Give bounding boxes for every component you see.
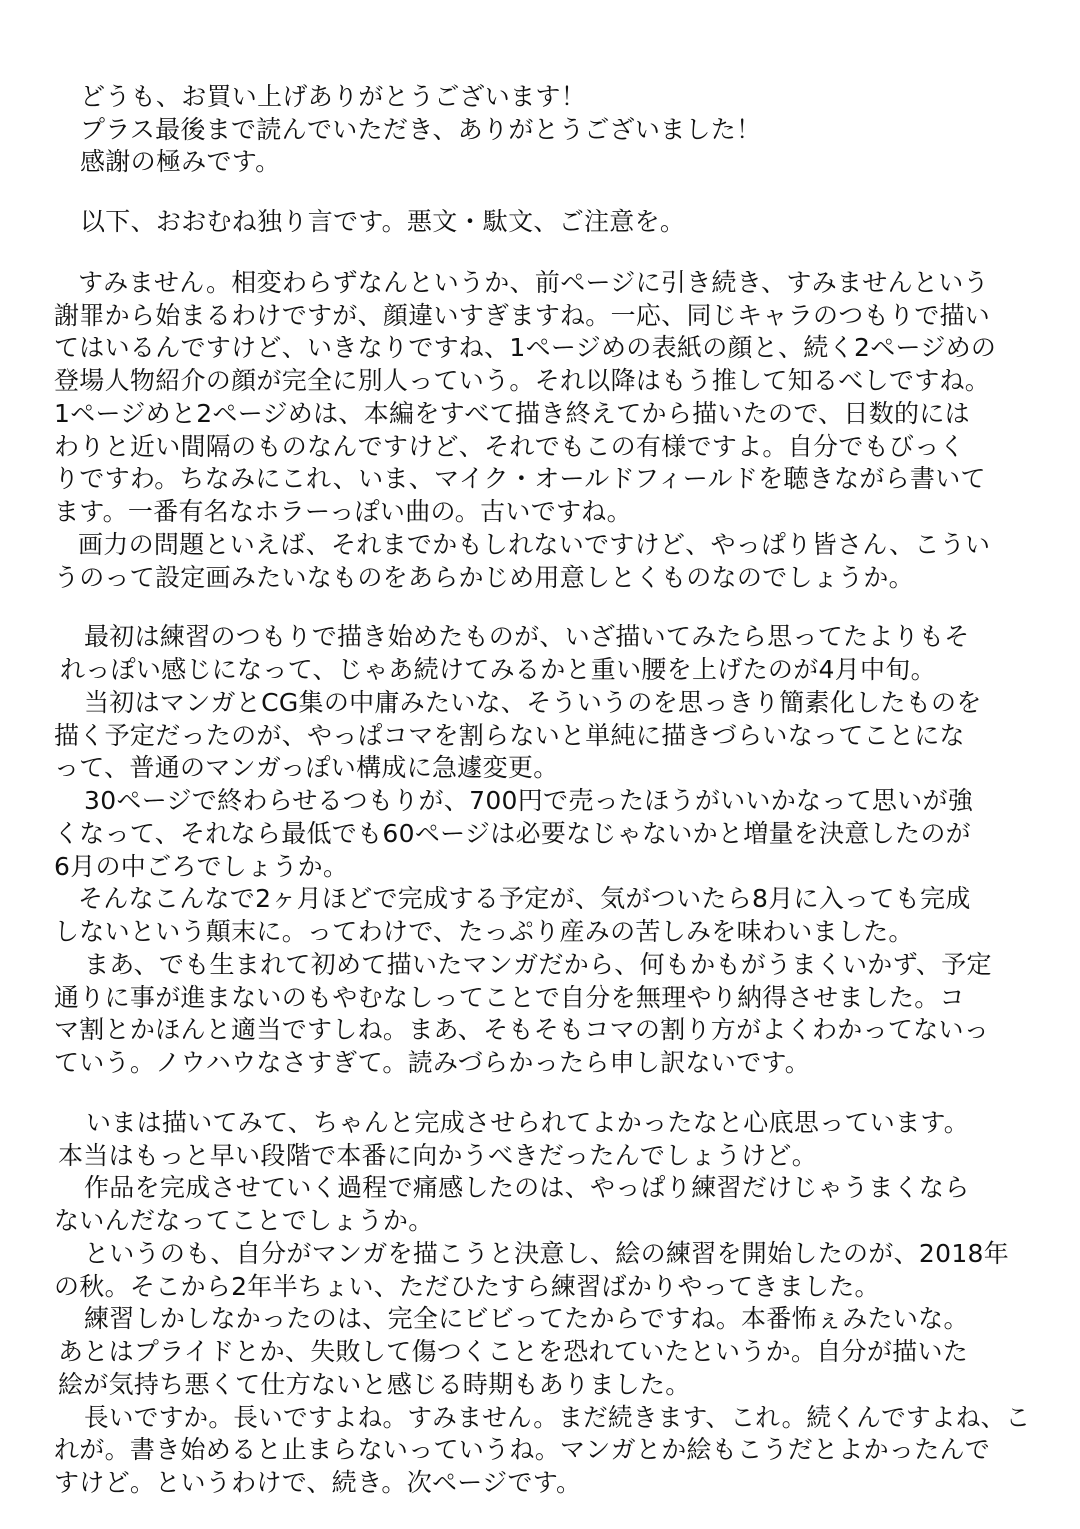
text-line: 6月の中ごろでしょうか。: [54, 851, 349, 881]
text-line: 最初は練習のつもりで描き始めたものが、いざ描いてみたら思ってたよりもそ: [84, 622, 970, 652]
text-line: ないんだなってことでしょうか。: [54, 1206, 434, 1236]
text-line: マ割とかほんと適当ですしね。まあ、そもそもコマの割り方がよくわかってないっ: [54, 1015, 990, 1045]
text-line: すけど。というわけで、続き。次ページです。: [54, 1468, 582, 1497]
text-line: 描く予定だったのが、やっぱコマを割らないと単純に描きづらいなってことにな: [54, 720, 965, 750]
text-line: くなって、それなら最低でも60ページは必要なじゃないかと増量を決意したのが: [54, 818, 971, 848]
text-line: プラス最後まで読んでいただき、ありがとうございました！: [80, 114, 762, 144]
text-line: 登場人物紹介の顔が完全に別人っていう。それ以降はもう推して知るべしですね。: [54, 366, 991, 396]
text-line: しないという顛末に。ってわけで、たっぷり産みの苦しみを味わいました。: [54, 917, 914, 947]
text-line: 以下、おおむね独り言です。悪文・駄文、ご注意を。: [80, 207, 686, 237]
text-line: どうも、お買い上げありがとうございます！: [80, 82, 587, 111]
text-line: まあ、でも生まれて初めて描いたマンガだから、何もかもがうまくいかず、予定: [84, 949, 992, 979]
text-line: 通りに事が進まないのもやむなしってことで自分を無理やり納得させました。コ: [54, 982, 965, 1012]
text-line: れが。書き始めると止まらないっていうね。マンガとか絵もこうだとよかったんで: [54, 1435, 991, 1465]
text-line: 30ページで終わらせるつもりが、700円で売ったほうがいいかなって思いが強: [84, 786, 974, 816]
text-line: 感謝の極みです。: [80, 147, 281, 177]
text-line: というのも、自分がマンガを描こうと決意し、絵の練習を開始したのが、2018年: [84, 1238, 1010, 1268]
text-line: ます。一番有名なホラーっぽい曲の。古いですね。: [54, 497, 632, 527]
text-line: うのって設定画みたいなものをあらかじめ用意しとくものなのでしょうか。: [54, 562, 914, 592]
text-line: 1ページめと2ページめは、本編をすべて描き終えてから描いたので、日数的には: [54, 398, 970, 428]
text-line: てはいるんですけど、いきなりですね、1ページめの表紙の顔と、続く2ページめの: [54, 333, 997, 363]
text-line: って、普通のマンガっぽい構成に急遽変更。: [54, 753, 559, 783]
text-line: 作品を完成させていく過程で痛感したのは、やっぱり練習だけじゃうまくなら: [84, 1173, 970, 1203]
text-line: あとはプライドとか、失敗して傷つくことを恐れていたというか。自分が描いた: [58, 1337, 969, 1366]
text-line: の秋。そこから2年半ちょい、ただひたすら練習ばかりやってきました。: [54, 1271, 880, 1301]
text-line: りですわ。ちなみにこれ、いま、マイク・オールドフィールドを聴きながら書いて: [54, 464, 986, 494]
text-line: 謝罪から始まるわけですが、顔違いすぎますね。一応、同じキャラのつもりで描い: [54, 300, 991, 330]
text-line: わりと近い間隔のものなんですけど、それでもこの有様ですよ。自分でもびっく: [54, 431, 965, 461]
text-line: れっぽい感じになって、じゃあ続けてみるかと重い腰を上げたのが4月中旬。: [60, 655, 936, 685]
text-line: 画力の問題といえば、それまでかもしれないですけど、やっぱり皆さん、こうい: [78, 529, 991, 559]
text-line: 絵が気持ち悪くて仕方ないと感じる時期もありました。: [58, 1369, 691, 1399]
text-line: 本当はもっと早い段階で本番に向かうべきだったんでしょうけど。: [58, 1140, 818, 1170]
text-line: ていう。ノウハウなさすぎて。読みづらかったら申し訳ないです。: [54, 1048, 811, 1078]
text-line: 練習しかしなかったのは、完全にビビってたからですね。本番怖ぇみたいな。: [84, 1304, 969, 1334]
text-line: そんなこんなで2ヶ月ほどで完成する予定が、気がついたら8月に入っても完成: [78, 884, 971, 914]
text-line: いまは描いてみて、ちゃんと完成させられてよかったなと心底思っています。: [86, 1107, 970, 1137]
text-line: 長いですか。長いですよね。すみません。まだ続きます、これ。続くんですよね、こ: [84, 1402, 1031, 1432]
text-line: 当初はマンガとCG集の中庸みたいな、そういうのを思っきり簡素化したものを: [84, 687, 982, 717]
text-line: すみません。相変わらずなんというか、前ページに引き続き、すみませんという: [78, 267, 989, 297]
